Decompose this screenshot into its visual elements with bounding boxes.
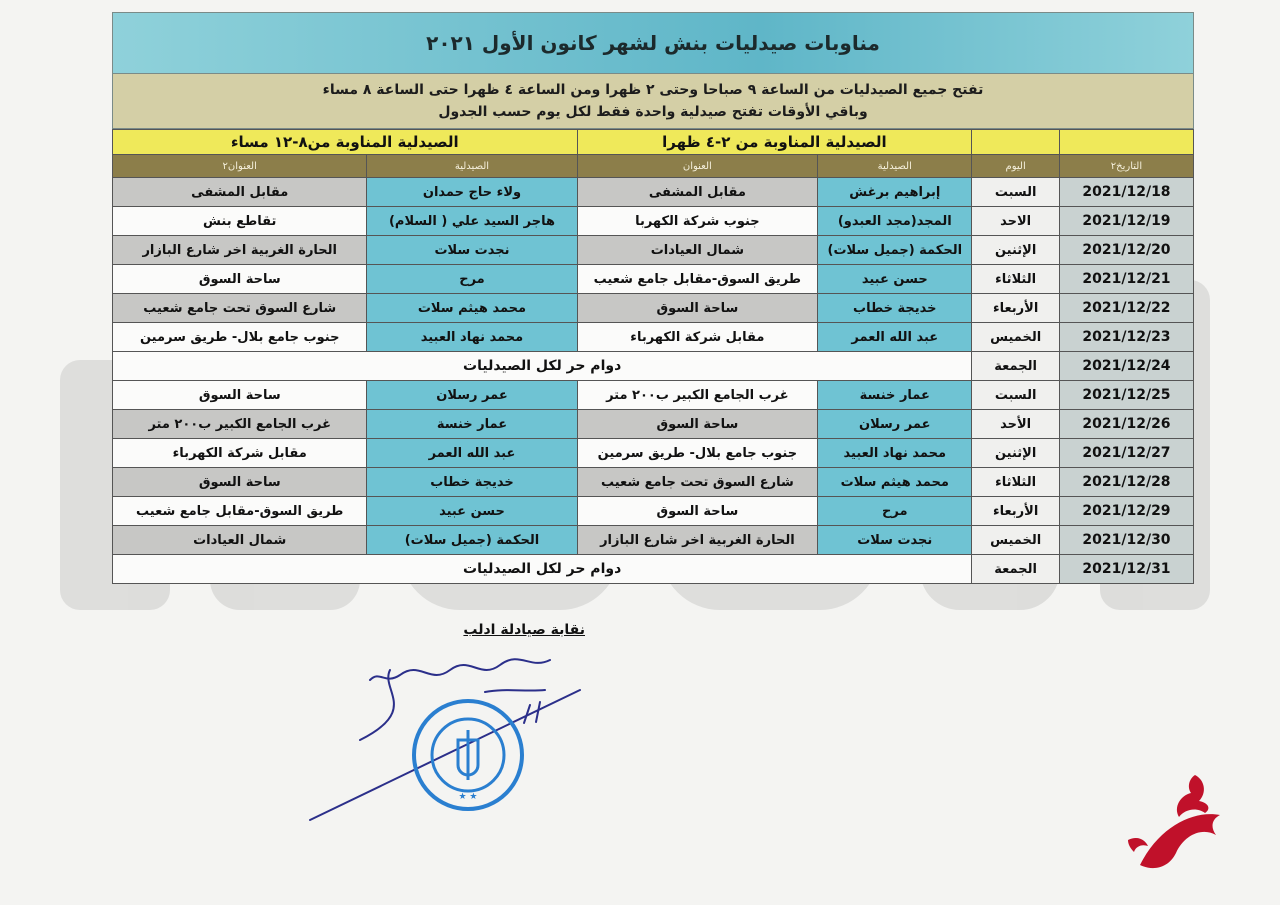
table-row	[113, 439, 1194, 468]
row-pharmacy-2: مرح	[367, 265, 577, 294]
row-date: 2021/12/29	[1059, 497, 1193, 526]
row-pharmacy-2: عبد الله العمر	[367, 439, 577, 468]
row-address-2: مقابل شركة الكهرباء	[113, 439, 367, 468]
row-day: الإثنين	[972, 439, 1060, 468]
row-pharmacy-1: عمار خنسة	[818, 381, 972, 410]
row-open-all: دوام حر لكل الصيدليات	[113, 352, 972, 381]
row-pharmacy-2: محمد هيثم سلات	[367, 294, 577, 323]
row-pharmacy-2: الحكمة (جميل سلات)	[367, 526, 577, 555]
row-day: السبت	[972, 178, 1060, 207]
row-day: الإثنين	[972, 236, 1060, 265]
row-pharmacy-2: عمر رسلان	[367, 381, 577, 410]
row-pharmacy-1: نجدت سلات	[818, 526, 972, 555]
row-date: 2021/12/27	[1059, 439, 1193, 468]
row-date: 2021/12/20	[1059, 236, 1193, 265]
schedule-document	[112, 12, 1194, 584]
row-address-2: شارع السوق تحت جامع شعيب	[113, 294, 367, 323]
row-date: 2021/12/19	[1059, 207, 1193, 236]
row-pharmacy-1: مرح	[818, 497, 972, 526]
row-pharmacy-1: محمد نهاد العبيد	[818, 439, 972, 468]
row-pharmacy-2: نجدت سلات	[367, 236, 577, 265]
col-pharmacy-2: الصيدلية	[367, 155, 577, 178]
row-address-2: غرب الجامع الكبير ب٢٠٠ متر	[113, 410, 367, 439]
row-day: الاحد	[972, 207, 1060, 236]
section-evening: الصيدلية المناوبة من٨-١٢ مساء	[113, 130, 578, 155]
row-day: الجمعة	[972, 352, 1060, 381]
row-day: الثلاثاء	[972, 468, 1060, 497]
table-row	[113, 236, 1194, 265]
row-pharmacy-1: محمد هيثم سلات	[818, 468, 972, 497]
row-day: الأربعاء	[972, 294, 1060, 323]
opening-hours-note	[112, 74, 1194, 129]
row-date: 2021/12/23	[1059, 323, 1193, 352]
duty-schedule-table	[112, 129, 1194, 584]
note-line-2: وباقي الأوقات تفتح صيدلية واحدة فقط لكل يوم حسب الجدول	[438, 104, 868, 120]
section-header-row	[113, 130, 1194, 155]
table-row	[113, 410, 1194, 439]
row-address-2: مقابل المشفى	[113, 178, 367, 207]
row-pharmacy-1: إبراهيم برغش	[818, 178, 972, 207]
table-row	[113, 178, 1194, 207]
row-address-1: جنوب جامع بلال- طريق سرمين	[577, 439, 818, 468]
table-row	[113, 468, 1194, 497]
row-pharmacy-2: ولاء حاج حمدان	[367, 178, 577, 207]
brand-logo-icon	[1120, 770, 1240, 880]
row-address-1: مقابل شركة الكهرباء	[577, 323, 818, 352]
row-pharmacy-1: خديجة خطاب	[818, 294, 972, 323]
row-address-2: شمال العيادات	[113, 526, 367, 555]
row-date: 2021/12/24	[1059, 352, 1193, 381]
svg-text:★ ★: ★ ★	[458, 792, 478, 802]
row-date: 2021/12/18	[1059, 178, 1193, 207]
note-line-1: تفتح جميع الصيدليات من الساعة ٩ صباحا وحتى ٢ ظهرا ومن الساعة ٤ ظهرا حتى الساعة ٨ مساء	[322, 82, 984, 98]
column-header-row	[113, 155, 1194, 178]
syndicate-footer: نقابة صيادلة ادلب	[463, 622, 585, 638]
row-day: السبت	[972, 381, 1060, 410]
official-stamp	[408, 695, 528, 815]
row-pharmacy-2: حسن عبيد	[367, 497, 577, 526]
row-address-2: طريق السوق-مقابل جامع شعيب	[113, 497, 367, 526]
table-row	[113, 294, 1194, 323]
row-pharmacy-1: المجد(مجد العبدو)	[818, 207, 972, 236]
col-pharmacy-1: الصيدلية	[818, 155, 972, 178]
table-row	[113, 207, 1194, 236]
table-row	[113, 526, 1194, 555]
row-address-1: شمال العيادات	[577, 236, 818, 265]
row-address-1: ساحة السوق	[577, 410, 818, 439]
table-row	[113, 497, 1194, 526]
row-address-1: جنوب شركة الكهربا	[577, 207, 818, 236]
col-address-1: العنوان	[577, 155, 818, 178]
row-pharmacy-1: حسن عبيد	[818, 265, 972, 294]
row-pharmacy-2: هاجر السيد علي ( السلام)	[367, 207, 577, 236]
row-day: الخميس	[972, 526, 1060, 555]
row-date: 2021/12/26	[1059, 410, 1193, 439]
row-date: 2021/12/21	[1059, 265, 1193, 294]
row-date: 2021/12/28	[1059, 468, 1193, 497]
row-address-2: ساحة السوق	[113, 265, 367, 294]
row-pharmacy-1: عبد الله العمر	[818, 323, 972, 352]
table-row	[113, 323, 1194, 352]
row-address-2: ساحة السوق	[113, 468, 367, 497]
row-address-1: مقابل المشفى	[577, 178, 818, 207]
row-address-2: جنوب جامع بلال- طريق سرمين	[113, 323, 367, 352]
row-address-1: شارع السوق تحت جامع شعيب	[577, 468, 818, 497]
table-row	[113, 352, 1194, 381]
row-address-1: طريق السوق-مقابل جامع شعيب	[577, 265, 818, 294]
row-address-1: غرب الجامع الكبير ب٢٠٠ متر	[577, 381, 818, 410]
col-address-2: العنوان٢	[113, 155, 367, 178]
row-day: الجمعة	[972, 555, 1060, 584]
document-title: مناوبات صيدليات بنش لشهر كانون الأول ٢٠٢١	[112, 12, 1194, 74]
row-date: 2021/12/25	[1059, 381, 1193, 410]
row-pharmacy-1: الحكمة (جميل سلات)	[818, 236, 972, 265]
row-day: الخميس	[972, 323, 1060, 352]
row-address-1: الحارة الغربية اخر شارع البازار	[577, 526, 818, 555]
section-afternoon: الصيدلية المناوبة من ٢-٤ ظهرا	[577, 130, 972, 155]
row-pharmacy-2: محمد نهاد العبيد	[367, 323, 577, 352]
row-pharmacy-1: عمر رسلان	[818, 410, 972, 439]
row-day: الثلاثاء	[972, 265, 1060, 294]
row-day: الأربعاء	[972, 497, 1060, 526]
row-pharmacy-2: خديجة خطاب	[367, 468, 577, 497]
row-pharmacy-2: عمار خنسة	[367, 410, 577, 439]
table-row	[113, 555, 1194, 584]
col-day: اليوم	[972, 155, 1060, 178]
row-address-2: ساحة السوق	[113, 381, 367, 410]
row-date: 2021/12/30	[1059, 526, 1193, 555]
table-row	[113, 381, 1194, 410]
row-address-1: ساحة السوق	[577, 497, 818, 526]
col-date: التاريخ٢	[1059, 155, 1193, 178]
row-address-2: تقاطع بنش	[113, 207, 367, 236]
row-address-2: الحارة الغربية اخر شارع البازار	[113, 236, 367, 265]
row-date: 2021/12/22	[1059, 294, 1193, 323]
table-row	[113, 265, 1194, 294]
row-date: 2021/12/31	[1059, 555, 1193, 584]
row-day: الأحد	[972, 410, 1060, 439]
row-address-1: ساحة السوق	[577, 294, 818, 323]
row-open-all: دوام حر لكل الصيدليات	[113, 555, 972, 584]
